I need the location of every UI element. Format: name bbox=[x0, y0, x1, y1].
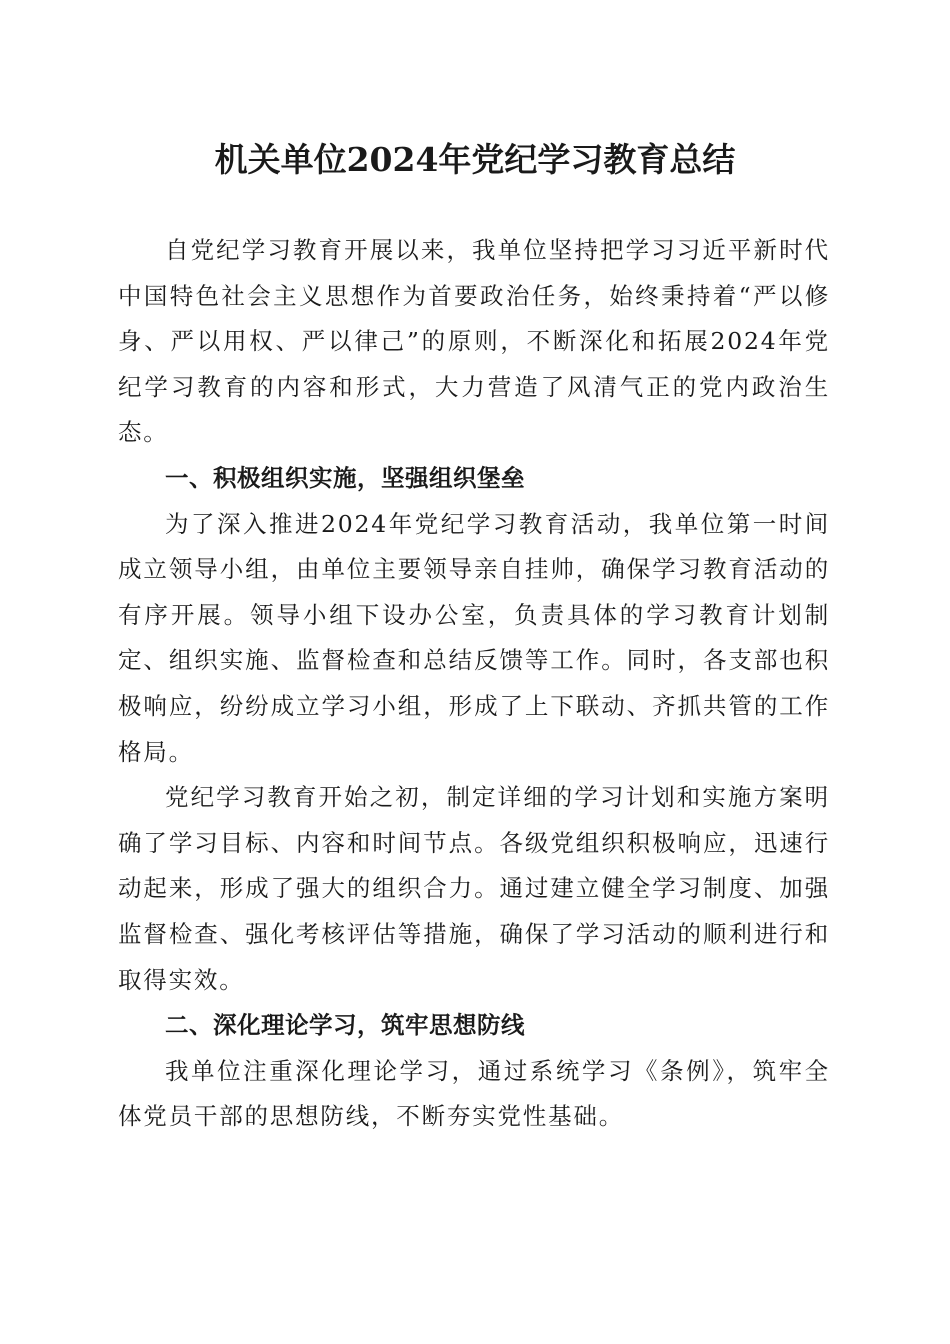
section-heading-2: 二、深化理论学习，筑牢思想防线 bbox=[165, 1011, 525, 1040]
intro-paragraph: 自党纪学习教育开展以来，我单位坚持把学习习近平新时代中国特色社会主义思想作为首要政治任务，始终秉持着“严以修身、严以用权、严以律己”的原则，不断深化和拓展2024年党纪学习教育的内容和形式，大力营造了风清气正的党内政治生态。 bbox=[118, 236, 830, 447]
document-body bbox=[118, 228, 830, 1140]
section-1-paragraph-1: 为了深入推进2024年党纪学习教育活动，我单位第一时间成立领导小组，由单位主要领导亲自挂帅，确保学习教育活动的有序开展。领导小组下设办公室，负责具体的学习教育计划制定、组织实施、监督检查和总结反馈等工作。同时，各支部也积极响应，纷纷成立学习小组，形成了上下联动、齐抓共管的工作格局。 bbox=[118, 509, 830, 766]
section-1-paragraph-2: 党纪学习教育开始之初，制定详细的学习计划和实施方案明确了学习目标、内容和时间节点。各级党组织积极响应，迅速行动起来，形成了强大的组织合力。通过建立健全学习制度、加强监督检查、强化考核评估等措施，确保了学习活动的顺利进行和取得实效。 bbox=[118, 783, 830, 994]
section-2-paragraph-1: 我单位注重深化理论学习，通过系统学习《条例》，筑牢全体党员干部的思想防线，不断夯实党性基础。 bbox=[118, 1056, 830, 1131]
section-heading-1: 一、积极组织实施，坚强组织堡垒 bbox=[165, 463, 525, 492]
document-title: 机关单位2024年党纪学习教育总结 bbox=[214, 140, 736, 179]
